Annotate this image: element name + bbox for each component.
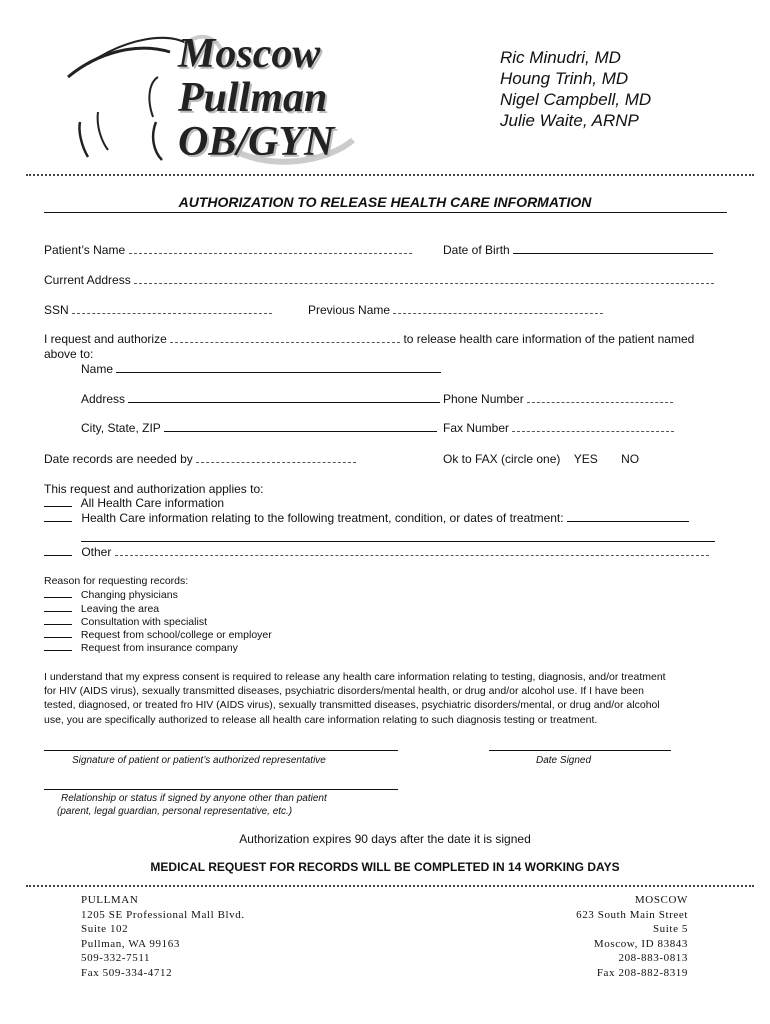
ssn-field[interactable]	[72, 303, 272, 314]
consent-line: tested, diagnosed, or treated fro HIV (AIDS virus), sexually transmitted diseases, psychiatric disorders/mental, or drug and/or alcohol	[44, 699, 660, 712]
consent-paragraph	[44, 670, 666, 727]
city-label: City, State, ZIP	[81, 421, 161, 435]
fax-field[interactable]	[512, 421, 674, 432]
recipient-address-label: Address	[81, 392, 126, 406]
other-label: Other	[81, 545, 112, 559]
footer-divider	[26, 885, 754, 887]
relationship-label-1: Relationship or status if signed by anyone other than patient	[61, 793, 327, 804]
specific-info-field[interactable]	[567, 511, 689, 522]
recipient-name-label: Name	[81, 362, 114, 376]
relationship-signature-line[interactable]	[44, 789, 398, 790]
reason-label: Request from insurance company	[80, 642, 238, 654]
pullman-city: Pullman, WA 99163	[81, 937, 180, 950]
fax-yes-option[interactable]: YES	[573, 452, 598, 466]
title-underline	[44, 212, 727, 213]
patient-name-label: Patient’s Name	[44, 243, 126, 257]
expiration-note: Authorization expires 90 days after the date it is signed	[239, 832, 531, 846]
logo	[58, 22, 358, 167]
phone-label: Phone Number	[443, 392, 524, 406]
moscow-fax: Fax 208-882-8319	[596, 966, 688, 979]
pullman-address	[81, 893, 245, 980]
logo-line-1: Moscow	[178, 31, 321, 77]
doctor-name: Houng Trinh, MD	[500, 69, 629, 88]
moscow-street: 623 South Main Street	[576, 908, 688, 921]
applies-heading: This request and authorization applies to:	[44, 482, 264, 496]
request-suffix: to release health care information of the patient named	[403, 332, 695, 346]
doctor-name: Nigel Campbell, MD	[500, 90, 652, 109]
above-to: above to:	[44, 347, 94, 361]
consent-line: for HIV (AIDS virus), sexually transmitted diseases, psychiatric disorders/mental health, or drug and/or alcohol use. If I have been	[44, 685, 644, 698]
fax-label: Fax Number	[443, 421, 510, 435]
pullman-fax: Fax 509-334-4712	[81, 966, 173, 979]
page-title: AUTHORIZATION TO RELEASE HEALTH CARE INFORMATION	[178, 194, 592, 210]
reason-checkbox[interactable]	[44, 602, 72, 612]
other-checkbox[interactable]	[44, 545, 72, 556]
current-address-label: Current Address	[44, 273, 131, 287]
moscow-phone: 208-883-0813	[618, 952, 688, 964]
pullman-suite: Suite 102	[81, 923, 129, 935]
request-prefix: I request and authorize	[44, 332, 167, 346]
ssn-label: SSN	[44, 303, 69, 317]
consent-line: use, you are specifically authorized to release all health care information relating to such diagnosis testing or treatment.	[44, 713, 598, 726]
reason-checkbox[interactable]	[44, 615, 72, 625]
moscow-address	[576, 893, 688, 980]
logo-line-3: OB/GYN	[178, 119, 335, 165]
reasons-heading: Reason for requesting records:	[44, 575, 189, 587]
recipient-address-field[interactable]	[128, 392, 440, 403]
ok-fax-label: Ok to FAX (circle one)	[443, 452, 561, 466]
pullman-phone: 509-332-7511	[81, 952, 151, 964]
date-needed-field[interactable]	[196, 452, 356, 463]
divider	[26, 174, 754, 176]
completion-notice: MEDICAL REQUEST FOR RECORDS WILL BE COMPLETED IN 14 WORKING DAYS	[150, 860, 620, 874]
doctor-name: Ric Minudri, MD	[500, 48, 621, 67]
current-address-field[interactable]	[134, 273, 714, 284]
date-signed-label: Date Signed	[536, 755, 592, 766]
date-signed-line[interactable]	[489, 750, 671, 751]
patient-name-field[interactable]	[129, 243, 412, 254]
pullman-office-name: PULLMAN	[81, 894, 139, 906]
dob-label: Date of Birth	[443, 243, 510, 257]
date-needed-label: Date records are needed by	[44, 452, 193, 466]
dob-field[interactable]	[513, 243, 713, 254]
reason-label: Changing physicians	[80, 589, 178, 601]
patient-signature-label: Signature of patient or patient’s authorized representative	[72, 755, 326, 766]
specific-info-label: Health Care information relating to the following treatment, condition, or dates of treatment:	[81, 511, 564, 525]
pullman-street: 1205 SE Professional Mall Blvd.	[81, 908, 245, 921]
all-info-checkbox[interactable]	[44, 496, 72, 507]
moscow-office-name: MOSCOW	[634, 894, 688, 906]
moscow-city: Moscow, ID 83843	[593, 937, 688, 950]
consent-line: I understand that my express consent is required to release any health care information relating to testing, diagnosis, and/or treatment	[44, 671, 666, 683]
specific-info-checkbox[interactable]	[44, 511, 72, 522]
phone-field[interactable]	[527, 392, 673, 403]
logo-line-2: Pullman	[178, 75, 328, 121]
recipient-name-field[interactable]	[116, 362, 441, 373]
previous-name-field[interactable]	[393, 303, 603, 314]
moscow-suite: Suite 5	[652, 923, 688, 935]
reason-label: Leaving the area	[80, 603, 160, 615]
doctor-name: Julie Waite, ARNP	[500, 111, 639, 130]
fax-no-option[interactable]: NO	[621, 452, 640, 466]
specific-info-field-2[interactable]	[81, 541, 715, 542]
reason-label: Request from school/college or employer	[80, 629, 272, 641]
reason-checkbox[interactable]	[44, 641, 72, 651]
reason-checkbox[interactable]	[44, 588, 72, 598]
reason-label: Consultation with specialist	[80, 616, 207, 628]
other-field[interactable]	[115, 545, 709, 556]
all-info-label: All Health Care information	[80, 496, 225, 510]
authorized-party-field[interactable]	[170, 332, 400, 343]
patient-signature-line[interactable]	[44, 750, 398, 751]
relationship-label-2: (parent, legal guardian, personal representative, etc.)	[57, 806, 293, 817]
doctor-list	[500, 47, 651, 131]
reason-checkbox[interactable]	[44, 628, 72, 638]
previous-name-label: Previous Name	[308, 303, 391, 317]
city-field[interactable]	[164, 421, 437, 432]
